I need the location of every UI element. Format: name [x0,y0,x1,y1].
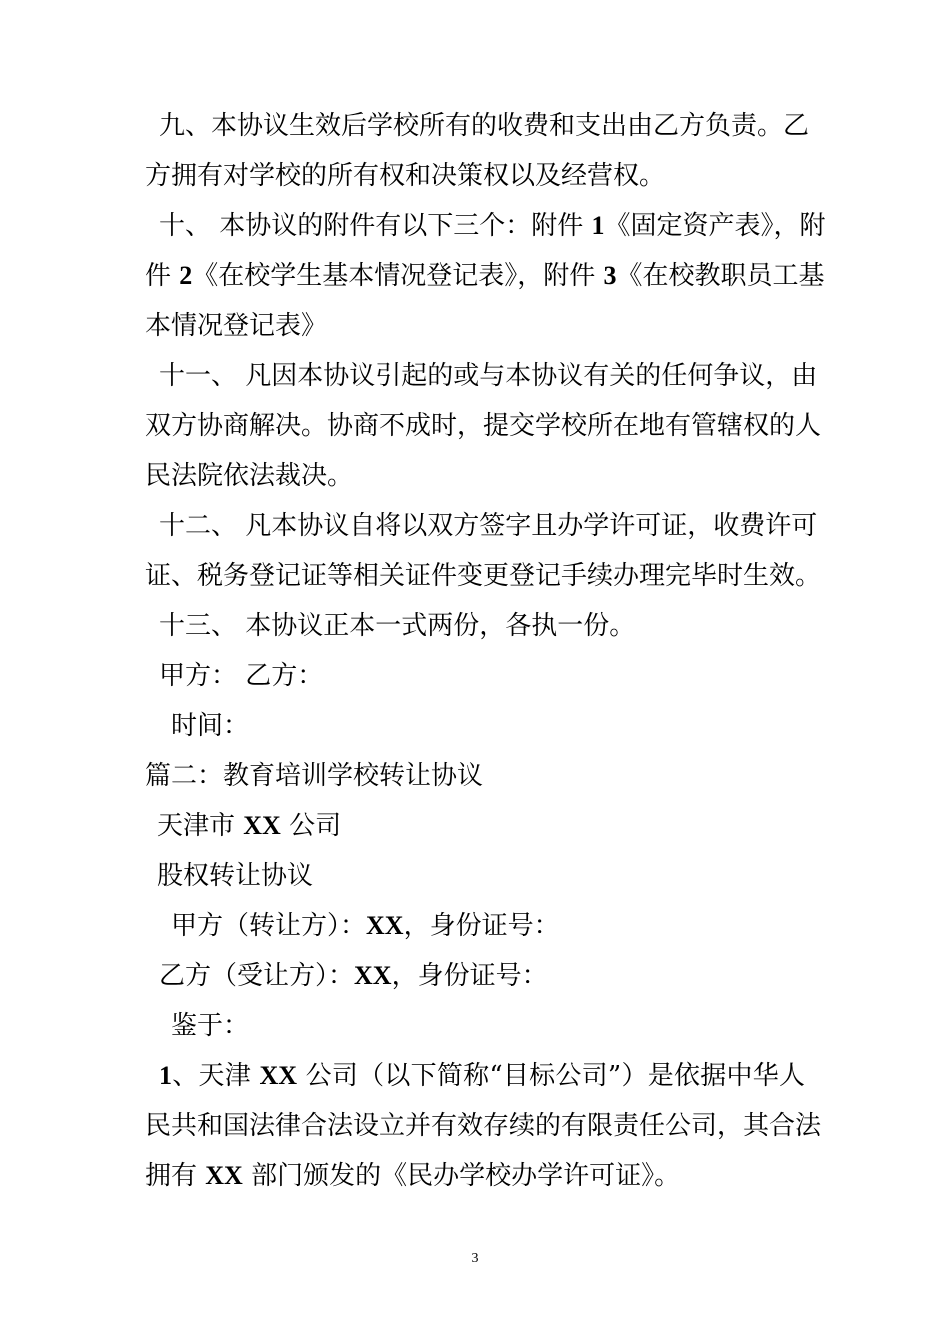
text-line: 鉴于： [171,1011,250,1041]
page-number: 3 [471,1251,479,1266]
text-line: 篇二：教育培训学校转让协议 [145,761,484,791]
text-line: 1、天津 XX 公司（以下简称“目标公司”）是依据中华人 [159,1061,805,1091]
text-line: 民法院依法裁决。 [145,461,354,491]
text-line: 甲方： 乙方： [159,661,324,691]
text-line: 乙方（受让方）：XX，身份证号： [159,961,548,991]
text-line: 九、本协议生效后学校所有的收费和支出由乙方负责。乙 [159,111,810,141]
text-line: 本情况登记表》 [145,311,328,341]
text-line: 拥有 XX 部门颁发的《民办学校办学许可证》。 [145,1161,681,1191]
text-line: 十三、 本协议正本一式两份，各执一份。 [159,611,636,641]
text-line: 甲方（转让方）：XX，身份证号： [171,911,560,941]
text-line: 民共和国法律合法设立并有效存续的有限责任公司，其合法 [145,1111,822,1141]
text-line: 件 2《在校学生基本情况登记表》，附件 3《在校教职员工基 [145,261,825,291]
text-line: 股权转让协议 [157,861,314,891]
text-line: 十二、 凡本协议自将以双方签字且办学许可证，收费许可 [159,511,818,541]
text-line: 天津市 XX 公司 [157,811,342,841]
text-line: 时间： [171,711,250,741]
text-line: 十、 本协议的附件有以下三个：附件 1《固定资产表》，附 [159,211,826,241]
text-line: 方拥有对学校的所有权和决策权以及经营权。 [145,161,666,191]
text-line: 双方协商解决。协商不成时，提交学校所在地有管辖权的人 [145,411,822,441]
text-line: 证、税务登记证等相关证件变更登记手续办理完毕时生效。 [145,561,822,591]
text-line: 十一、 凡因本协议引起的或与本协议有关的任何争议，由 [159,361,818,391]
